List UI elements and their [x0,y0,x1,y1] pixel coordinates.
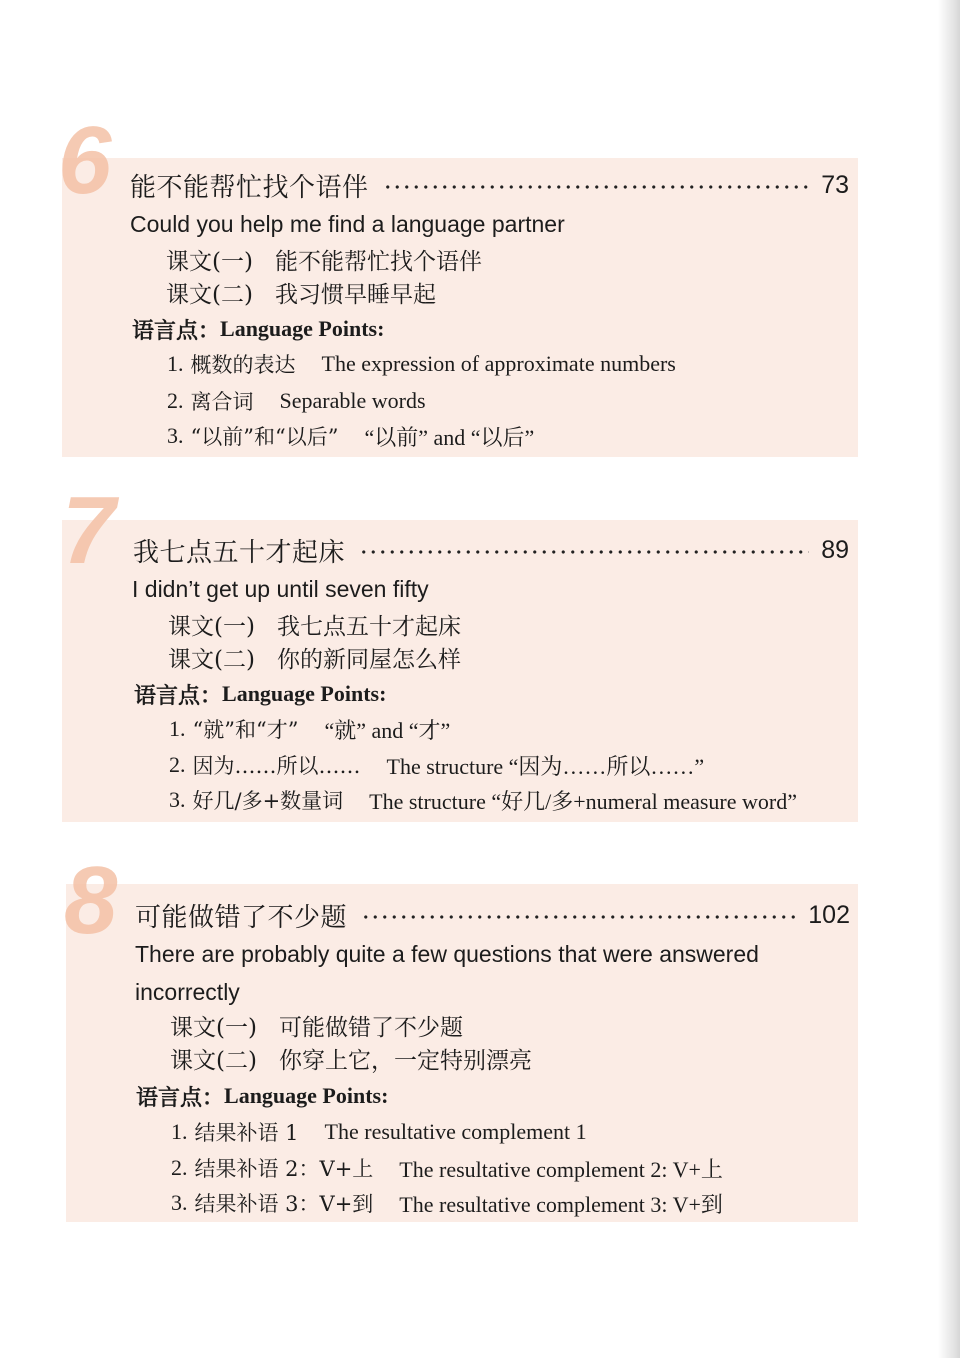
text-title: 你穿上它，一定特别漂亮 [278,1047,532,1074]
toc-title-row [133,532,849,568]
text-title: 能不能帮忙找个语伴 [274,248,482,275]
point-zh: 好几/多+数量词 [192,789,344,813]
point-number: 3. [167,423,184,448]
page-number: 73 [821,170,849,199]
point-en: “就” and “才” [324,717,451,743]
lesson-number-8: 8 [64,847,118,954]
language-points-heading [136,1078,388,1114]
point-number: 3. [171,1190,188,1215]
point-en: Separable words [279,388,426,413]
point-en: The structure “因为……所以……” [386,753,705,779]
language-point [169,747,704,783]
language-point [171,1114,587,1150]
point-en: “以前” and “以后” [364,424,535,450]
point-zh: 结果补语 3：V+到 [194,1192,374,1216]
dot-leader [359,549,809,555]
lesson-title: 可能做错了不少题 [135,902,348,933]
point-number: 2. [171,1155,188,1180]
point-en: The structure “好几/多+numeral measure word” [369,788,797,814]
lesson-title-english: I didn’t get up until seven fifty [132,575,429,602]
point-zh: “以前”和“以后” [190,425,339,449]
dot-leader [383,184,810,190]
lesson-number-7: 7 [62,477,116,584]
text-title: 可能做错了不少题 [278,1014,463,1041]
point-zh: “就”和“才” [192,718,299,742]
page-number: 102 [808,900,850,929]
points-heading-zh: 语言点： [136,1085,225,1111]
point-en: The resultative complement 2: V+上 [399,1156,723,1182]
lesson-title-english-line-1: There are probably quite a few questions that were answered [135,940,759,967]
lesson-title-english-line-2: incorrectly [135,978,240,1005]
language-point [169,782,797,818]
text-title: 你的新同屋怎么样 [276,646,461,673]
language-point [167,346,676,382]
text-label: 课文(二) [166,281,253,308]
point-number: 2. [167,388,184,413]
text-entry-1 [170,1007,463,1043]
language-point [167,418,534,454]
points-heading-en: Language Points: [224,1083,389,1108]
text-entry-2 [166,274,436,310]
text-label: 课文(一) [168,613,255,640]
point-en: The resultative complement 1 [324,1119,587,1144]
lesson-title: 我七点五十才起床 [133,537,346,568]
lesson-title-english: Could you help me find a language partner [130,210,565,237]
point-zh: 结果补语 1 [194,1121,299,1145]
lesson-number-6: 6 [58,107,112,214]
points-heading-en: Language Points: [220,316,385,341]
toc-section-6 [62,158,858,457]
text-label: 课文(一) [166,248,253,275]
point-zh: 因为……所以…… [192,754,361,778]
points-heading-zh: 语言点： [132,318,221,344]
text-label: 课文(二) [170,1047,257,1074]
text-entry-1 [168,606,461,642]
points-heading-zh: 语言点： [134,683,223,709]
language-points-heading [132,311,384,347]
point-number: 1. [167,351,184,376]
toc-title-row [130,167,849,203]
point-zh: 概数的表达 [190,353,296,377]
language-point [167,383,426,419]
point-number: 1. [171,1119,188,1144]
text-label: 课文(一) [170,1014,257,1041]
point-number: 2. [169,752,186,777]
text-title: 我习惯早睡早起 [274,281,436,308]
text-title: 我七点五十才起床 [276,613,461,640]
text-label: 课文(二) [168,646,255,673]
point-en: The resultative complement 3: V+到 [399,1191,723,1217]
language-point [169,711,450,747]
page-number: 89 [821,535,849,564]
text-entry-2 [168,639,461,675]
point-number: 3. [169,787,186,812]
language-point [171,1150,723,1186]
point-number: 1. [169,716,186,741]
text-entry-1 [166,241,482,277]
point-en: The expression of approximate numbers [321,351,676,376]
language-points-heading [134,676,386,712]
lesson-title: 能不能帮忙找个语伴 [130,172,369,203]
scan-edge-shadow [938,0,960,1358]
language-point [171,1185,723,1221]
point-zh: 结果补语 2：V+上 [194,1157,374,1181]
toc-section-7 [62,520,858,822]
point-zh: 离合词 [190,390,254,414]
text-entry-2 [170,1040,532,1076]
toc-title-row [135,897,850,933]
toc-section-8 [66,884,858,1222]
points-heading-en: Language Points: [222,681,387,706]
dot-leader [361,914,796,920]
